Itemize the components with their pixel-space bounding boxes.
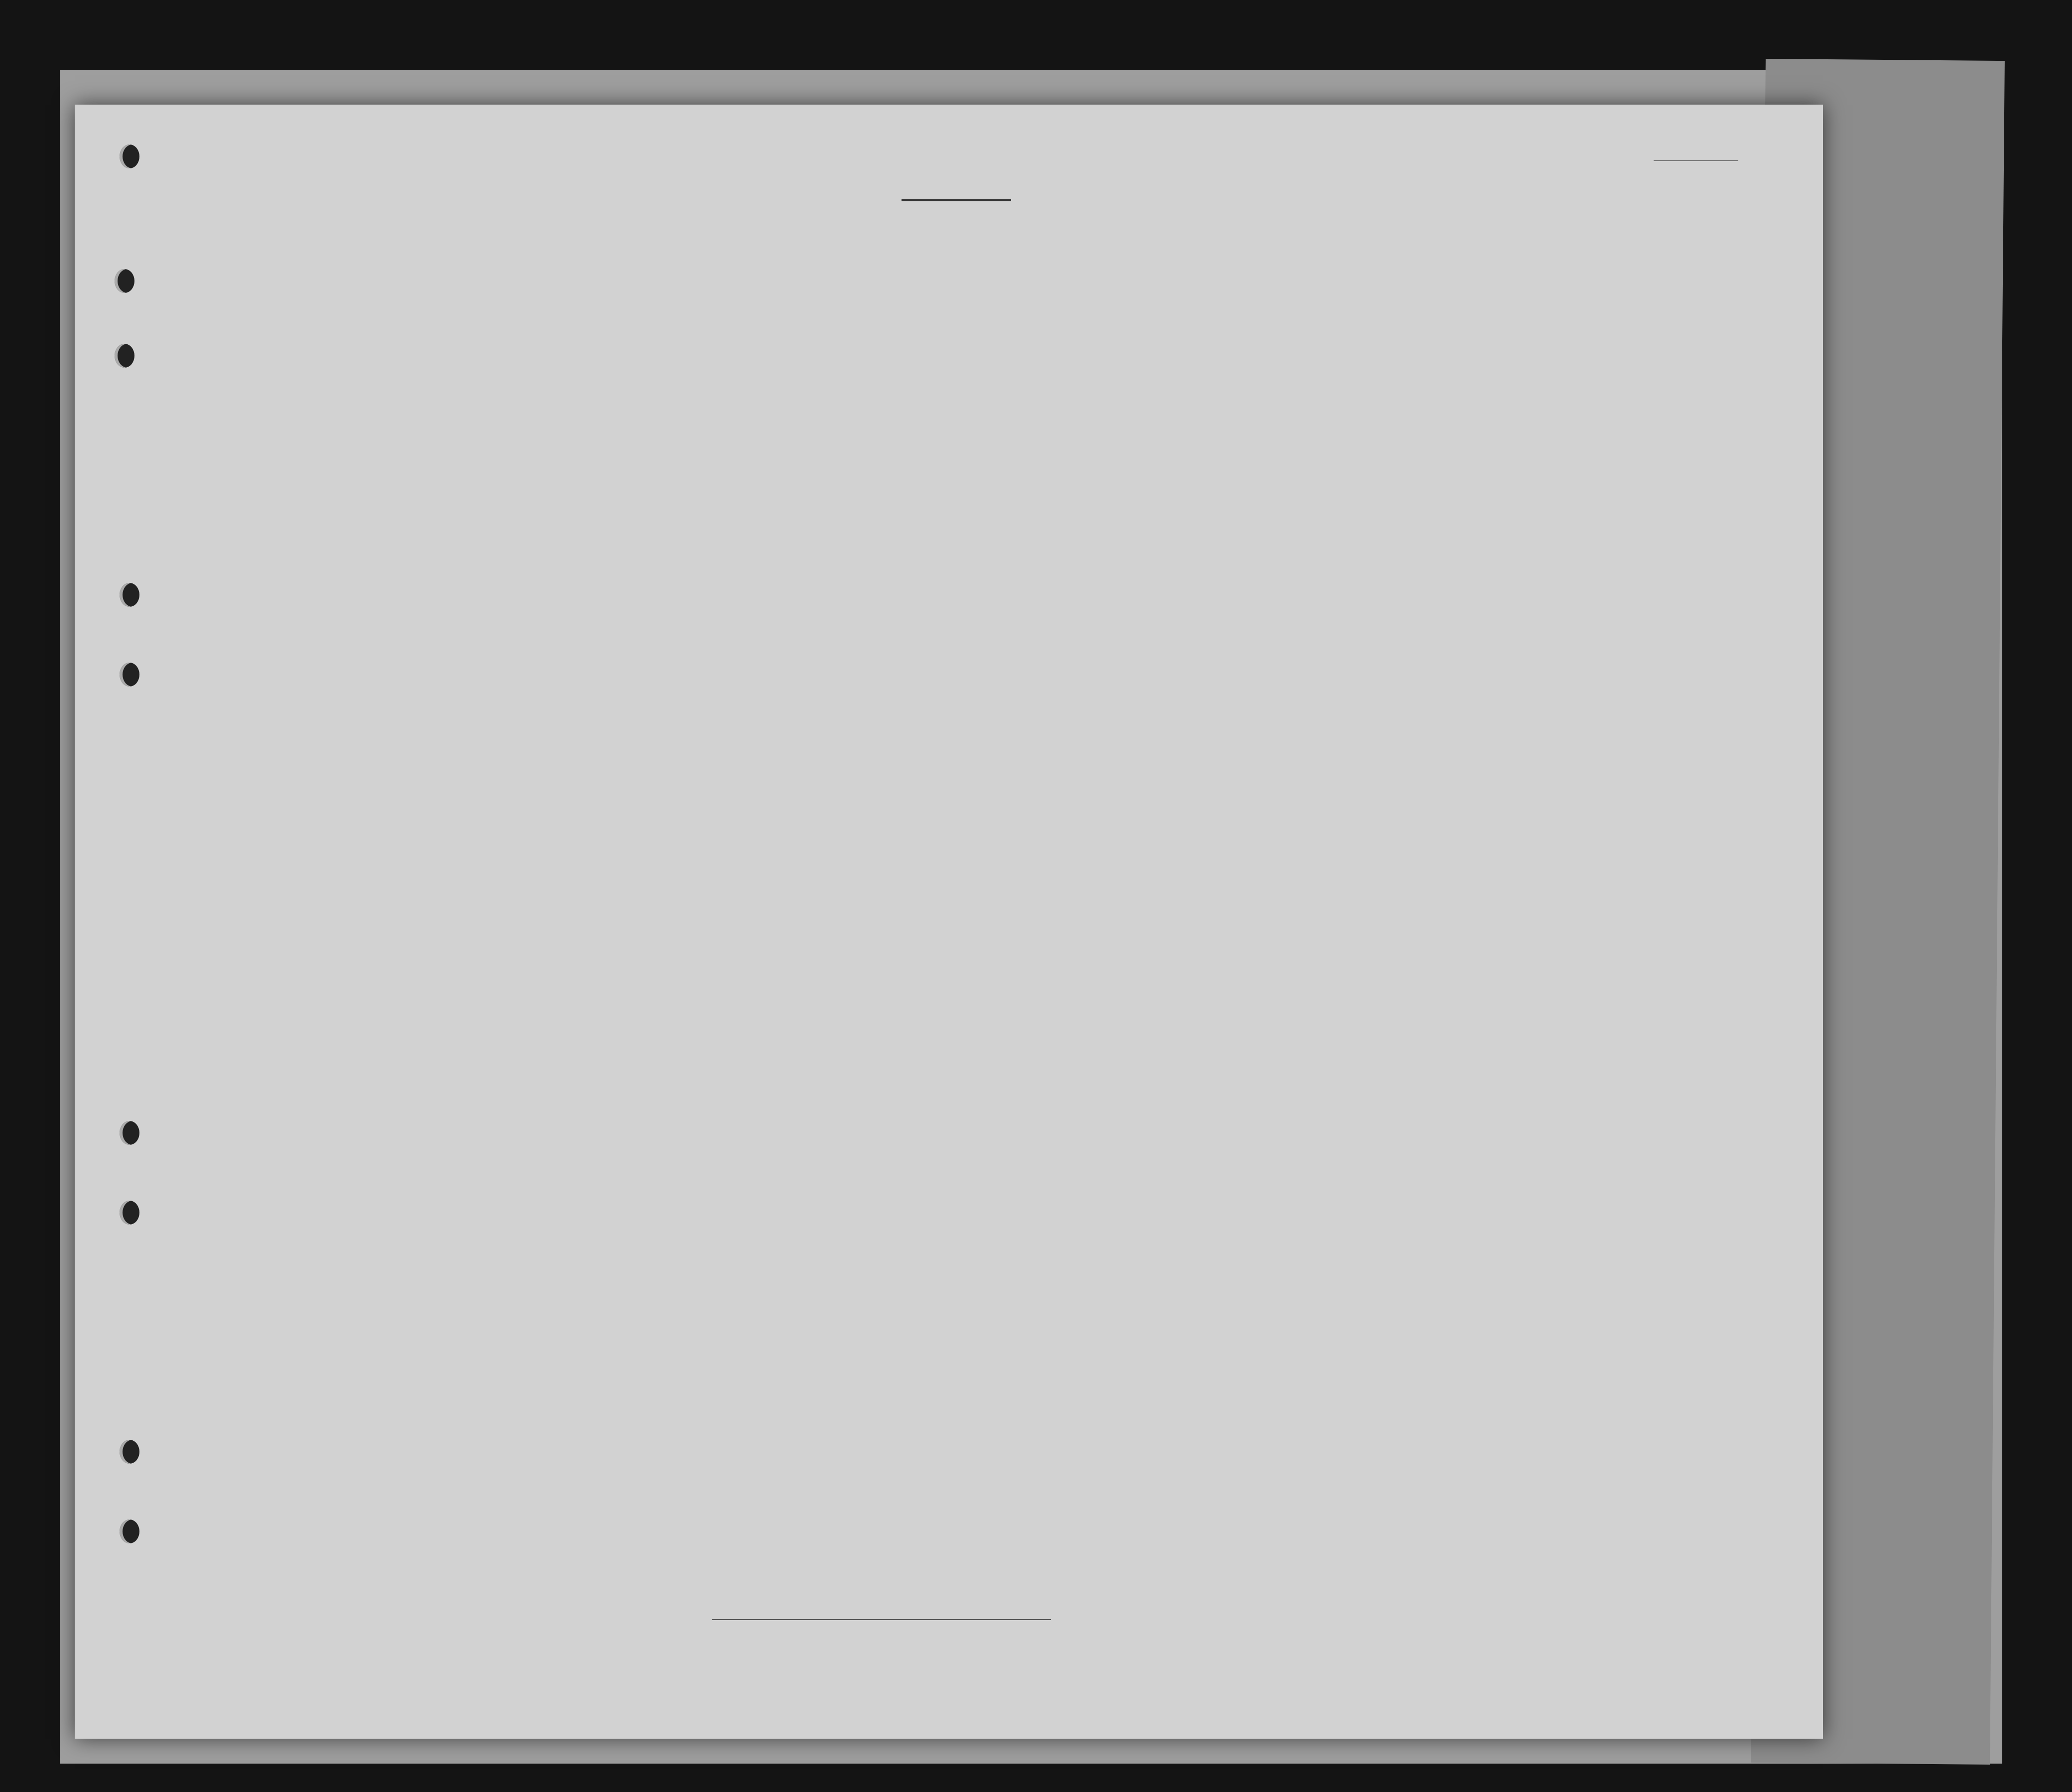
voyage-line [249,284,598,303]
signature-line [712,1619,1051,1620]
sheet-number-underline [1654,160,1738,161]
punch-hole [120,663,139,687]
punch-hole [120,144,139,168]
punch-hole [120,1519,139,1543]
punch-hole [120,583,139,607]
punch-hole [115,344,134,368]
punch-hole [115,269,134,293]
title-rule [902,199,1011,201]
manifest-sheet [75,105,1823,1739]
punch-hole [120,1440,139,1464]
punch-hole [120,1121,139,1145]
punch-hole [120,1201,139,1225]
